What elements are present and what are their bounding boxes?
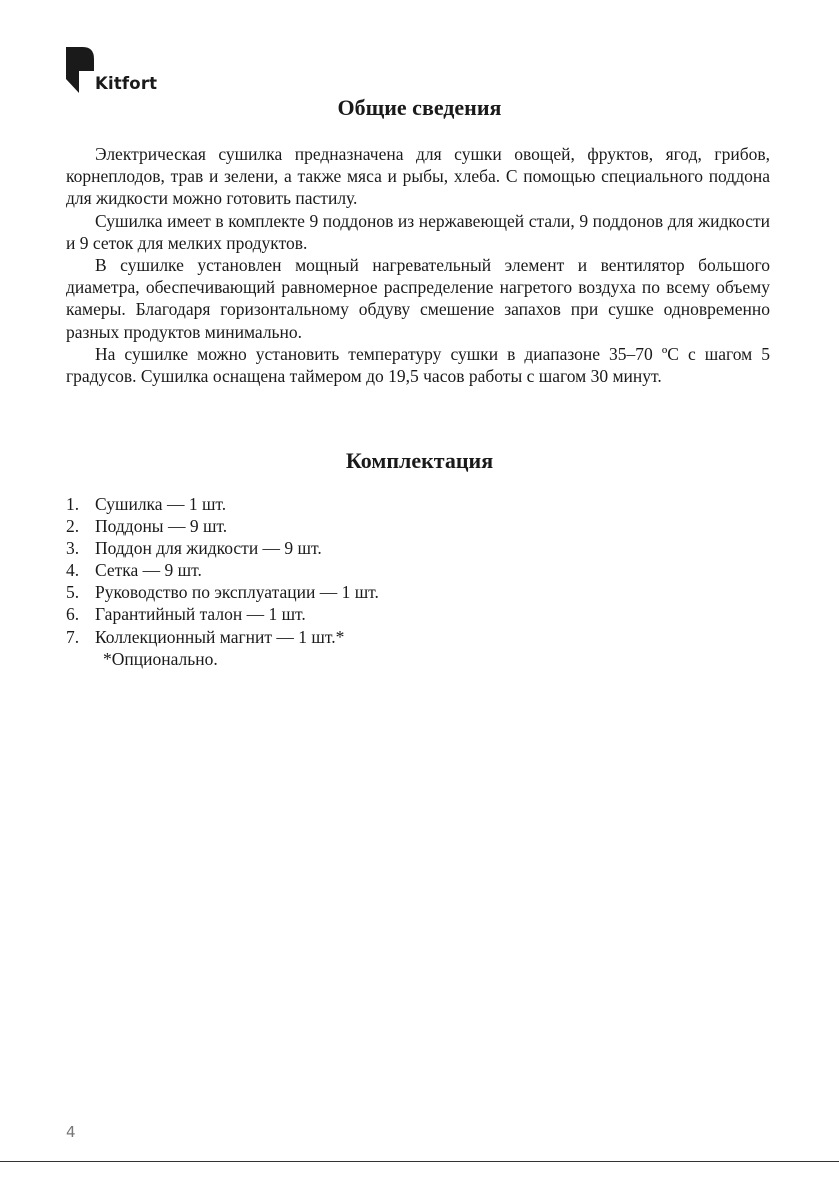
list-item-text: Коллекционный магнит — 1 шт.* [95, 626, 345, 647]
list-item-text: Руководство по эксплуатации — 1 шт. [95, 582, 379, 603]
section-title-general: Общие сведения [337, 95, 502, 120]
list-item [66, 603, 770, 625]
kit-list [66, 493, 770, 670]
list-item-number: 6. [66, 604, 80, 625]
paragraph: На сушилке можно установить температуру сушки в диапазоне 35–70 ºC с шагом 5 градусов. Сушилка оснащена таймером до 19,5 часов работы с шагом 30 минут. [66, 343, 770, 387]
brand-logo [66, 47, 176, 95]
list-item [66, 537, 770, 559]
section-title-kit: Комплектация [345, 448, 494, 473]
list-item-number: 2. [66, 516, 80, 537]
list-item [66, 493, 770, 515]
list-item-number: 4. [66, 560, 80, 581]
list-item [66, 515, 770, 537]
paragraph: Электрическая сушилка предназначена для сушки овощей, фруктов, ягод, грибов, корнеплодов, трав и зелени, а также мяса и рыбы, хлеба. С помощью специального поддона для жидкости можно готовить пастилу. [66, 144, 770, 209]
list-item-number: 5. [66, 582, 80, 603]
brand-name: Kitfort [95, 74, 158, 93]
list-item-text: Сушилка — 1 шт. [95, 494, 227, 514]
list-item-text: Поддоны — 9 шт. [95, 516, 228, 537]
general-info-text [66, 143, 770, 387]
list-item-number: 1. [66, 494, 80, 514]
list-item-number: 7. [66, 626, 80, 647]
list-item-text: Поддон для жидкости — 9 шт. [95, 538, 322, 559]
list-item [66, 581, 770, 603]
page-number: 4 [66, 1123, 76, 1141]
bottom-rule [0, 1161, 839, 1162]
list-item-text: Гарантийный талон — 1 шт. [95, 604, 306, 625]
paragraph: Сушилка имеет в комплекте 9 поддонов из нержавеющей стали, 9 поддонов для жидкости и 9 сеток для мелких продуктов. [66, 210, 770, 253]
list-item-number: 3. [66, 538, 80, 559]
list-item-text: Сетка — 9 шт. [95, 560, 202, 581]
kitfort-flag-icon [66, 47, 94, 93]
footnote: *Опционально. [103, 648, 218, 669]
list-item [66, 559, 770, 581]
list-item [66, 626, 770, 648]
paragraph: В сушилке установлен мощный нагревательный элемент и вентилятор большого диаметра, обеспечивающий равномерное распределение нагретого воздуха по всему объему камеры. Благодаря горизонтальному обдуву смешение запахов при сушке одновременно разных продуктов минимально. [66, 255, 770, 342]
